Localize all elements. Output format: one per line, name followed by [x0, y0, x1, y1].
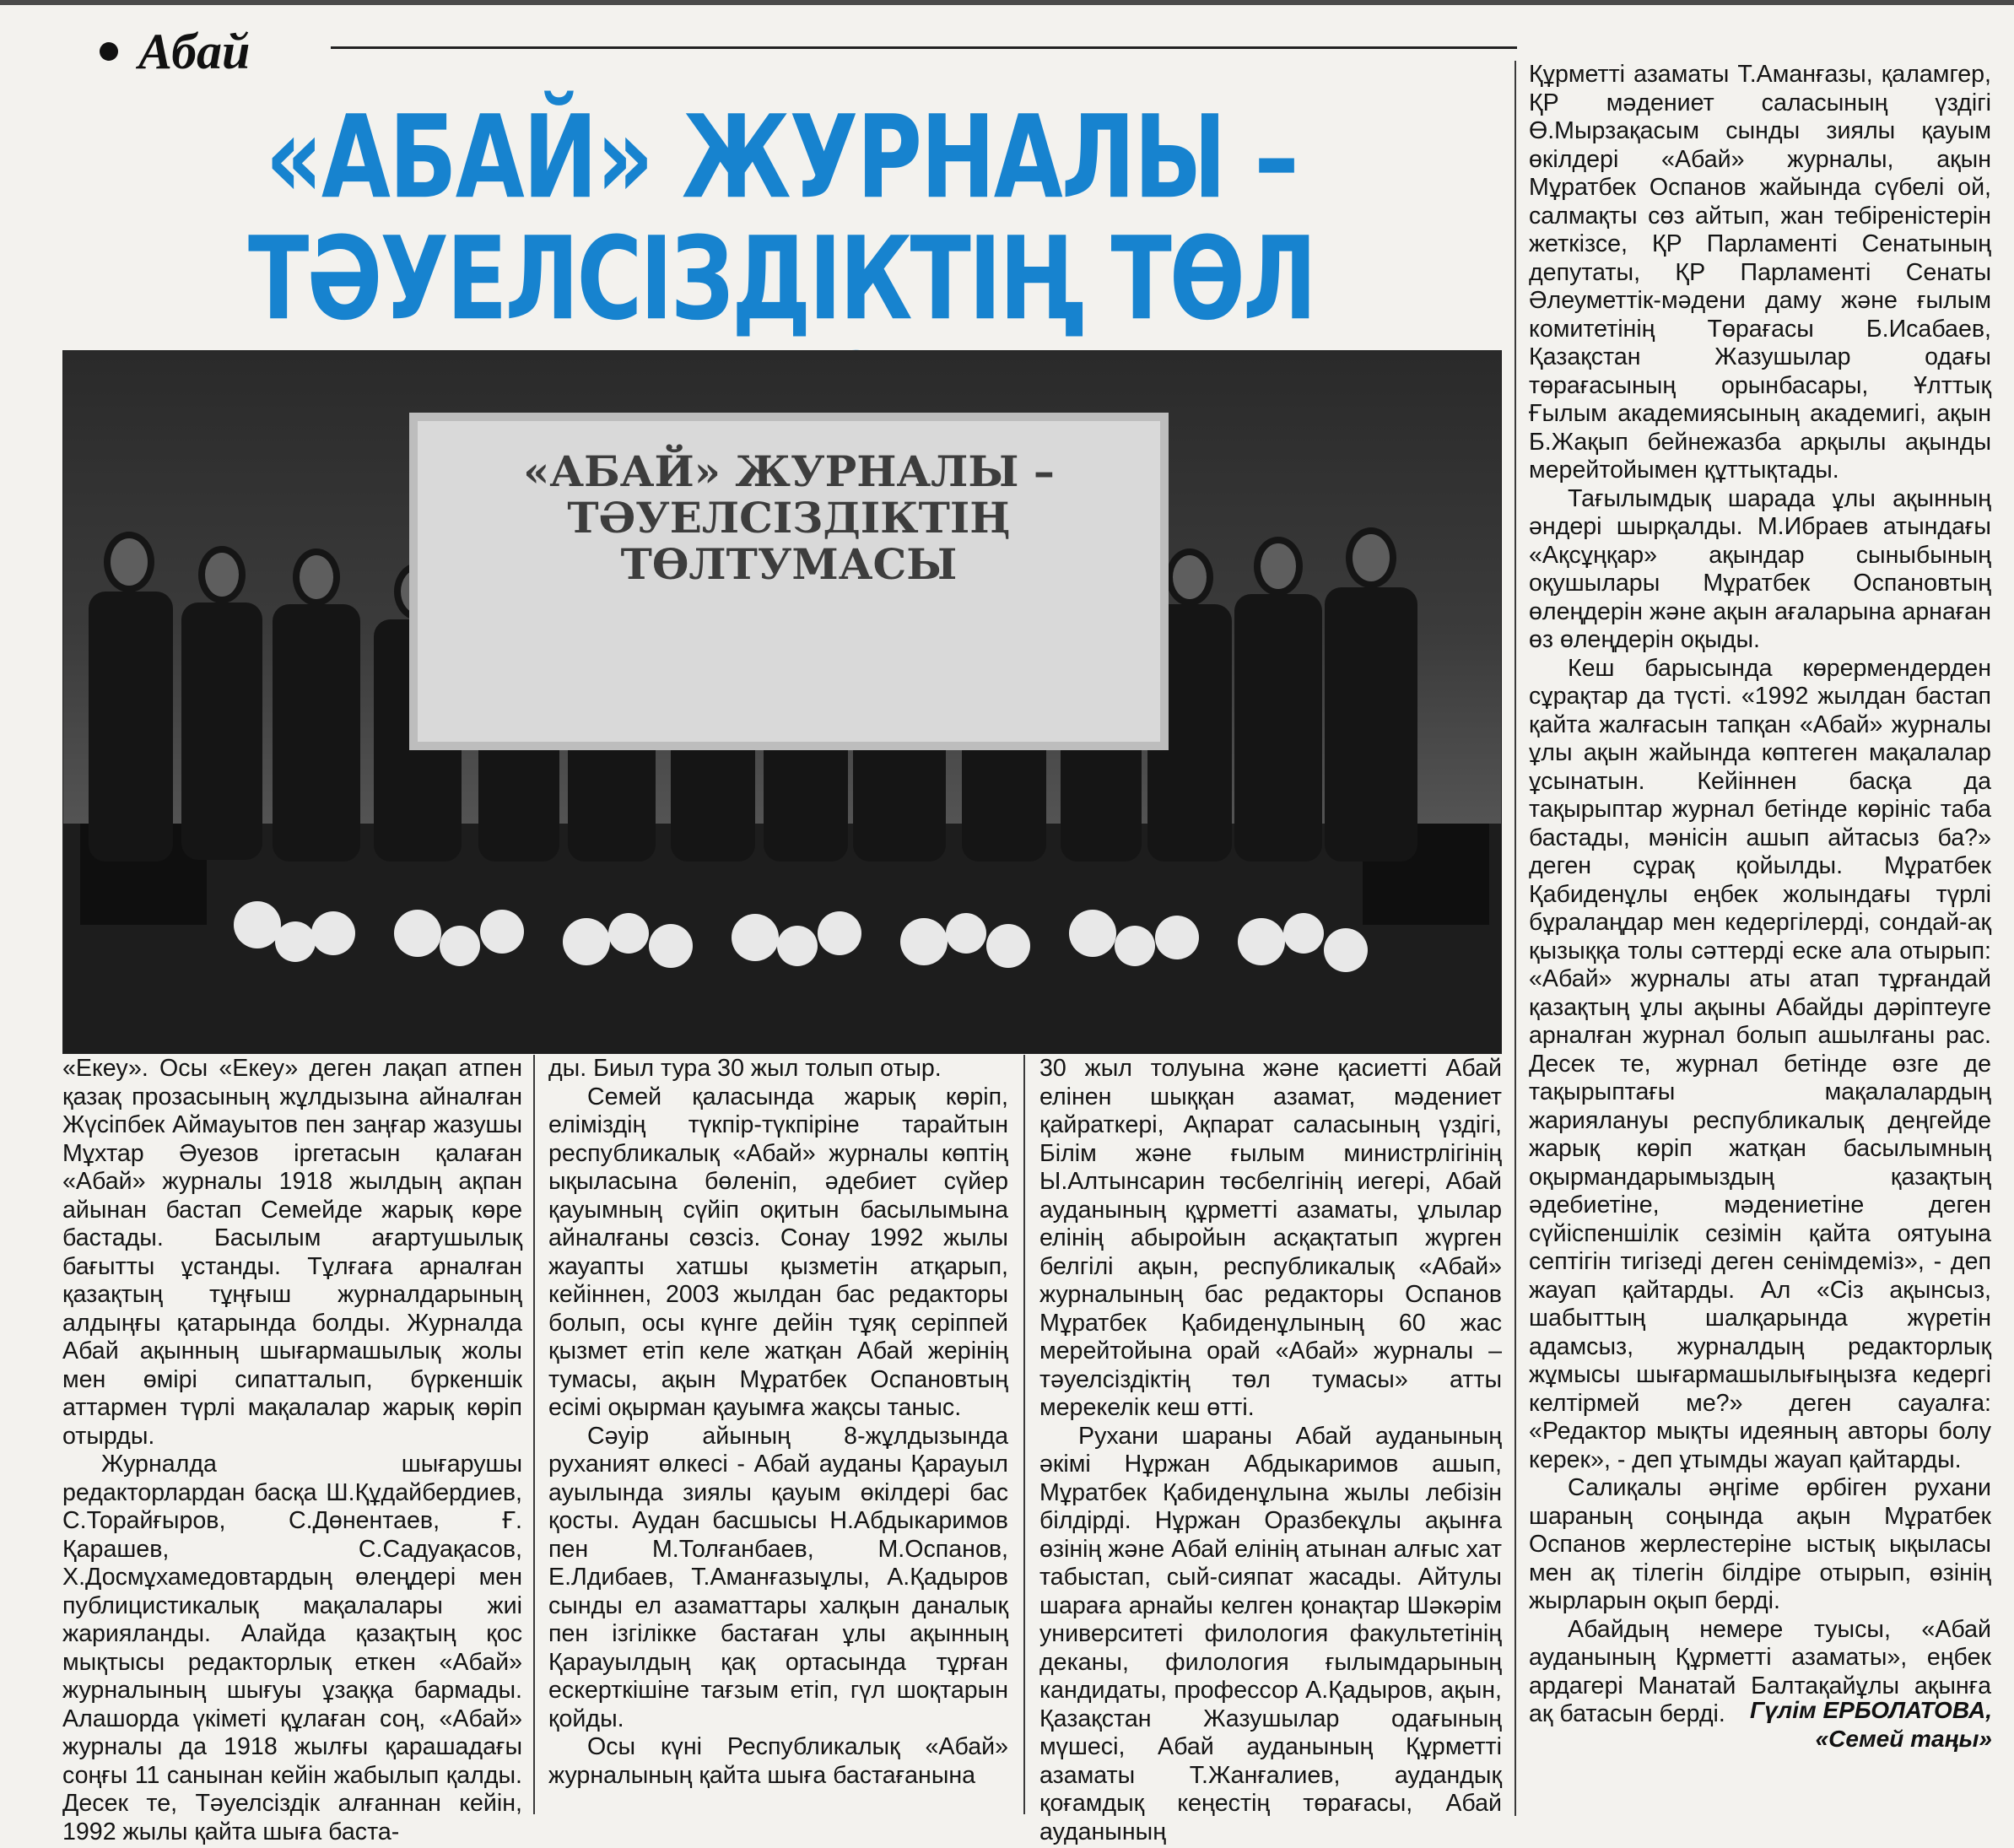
article-column-4: [1529, 61, 1991, 1729]
paragraph: «Екеу». Осы «Екеу» деген лақап атпен қазақ прозасының жұлдызына айналған Жүсіпбек Аймауытов пен заңғар жазушы Мұхтар Әуезов іргетасын қалаған «Абай» журналы 1918 жылдың ақпан айынан бастап Семейде жарық көре бастады. Басылым ағартушылық бағытты ұстанды. Тұлғаға арналған қазақтың тұңғыш журналдарының алдыңғы қатарында болды. Журналда Абай ақынның шығармашылық жолы мен өмірі сипатталып, бүркеншік аттармен түрлі мақалалар жарық көріп отырды.: [62, 1055, 522, 1450]
paragraph: Құрметті азаматы Т.Аманғазы, қаламгер, ҚР мәдениет саласының үздігі Ө.Мырзақасым сынды зиялы қауым өкілдері «Абай» журналы, ақын Мұратбек Оспанов жайында сүбелі ой, салмақты сөз айтып, жан тебіреністерін жеткізсе, ҚР Парламенті Сенатының депутаты, ҚР Парламенті Сенаты Әлеуметтік-мәдени даму және ғылым комитетінің Төрағасы Б.Исабаев, Қазақстан Жазушылар одағы төрағасының орынбасары, Ұлттық Ғылым академиясының академигі, ақын Б.Жақып бейнежазба арқылы ақынды мерейтойымен құттықтады.: [1529, 61, 1991, 484]
paragraph: 30 жыл толуына және қасиетті Абай елінен шыққан азамат, мәдениет қайраткері, Ақпарат саласының үздігі, Білім және ғылым министрлігінің Ы.Алтынсарин төсбелгінің иегері, Абай ауданының құрметті азаматы, ұлылар елінің абыройын асқақтатып жүрген белгілі ақын, республикалық «Абай» журналының бас редакторы Оспанов Мұратбек Қабиденұлының 60 жас мерейтойына орай «Абай» журналы – тәуелсіздіктің төл тумасы» атты мерекелік кеш өтті.: [1039, 1055, 1502, 1421]
column-rule: [1023, 1055, 1025, 1814]
bullet-icon: [100, 42, 118, 61]
banner-title: [418, 448, 1160, 587]
paragraph: Осы күні Республикалық «Абай» журналының қайта шыға бастағанына: [548, 1733, 1008, 1789]
paragraph: ды. Биыл тура 30 жыл толып отыр.: [548, 1055, 942, 1082]
rubric-rule: [331, 46, 1517, 49]
column-rule: [1515, 61, 1516, 1816]
article-column-1: [62, 1055, 522, 1846]
headline-line-2: ТӘУЕЛСІЗДІКТІҢ ТӨЛ: [248, 212, 1315, 346]
top-border: [0, 0, 2014, 5]
paragraph: Абайдың немере туысы, «Абай ауданының Құрметті азаматы», еңбек ардагері Манатай Балтақайұлы ақынға ақ батасын берді.: [1529, 1615, 1991, 1727]
paragraph: Салиқалы әңгіме өрбіген рухани шараның соңында ақын Мұратбек Оспанов жерлестеріне ыстық ықыласы мен ақ тілегін білдіре отырып, өзінің жырларын оқып берді.: [1529, 1474, 1991, 1614]
banner-line-2: ТӘУЕЛСІЗДІКТІҢ ТӨЛТУМАСЫ: [567, 493, 1011, 589]
source-outlet: «Семей таңы»: [1815, 1726, 1992, 1752]
paragraph: Тағылымдық шарада ұлы ақынның әндері шырқалды. М.Ибраев атындағы «Ақсұңқар» ақындар сыныбының оқушылары Мұратбек Оспановтың өлеңдерін және ақын ағаларына арнаған өз өлеңдерін оқыды.: [1529, 484, 1991, 653]
paragraph: Семей қаласында жарық көріп, еліміздің түкпір-түкпіріне тарайтын республикалық «Абай» журналы көптің ықыласына бөленіп, әдебиет сүйер қауымның сүйіп оқитын басылымына айналғаны сөзсіз. Сонау 1992 жылы жауапты хатшы қызметін атқарып, кейіннен, 2003 жылдан бас редакторы болып, осы күнге дейін тұяқ серіппей қызмет етіп келе жатқан Абай жерінің тумасы, ақын Мұратбек Оспановтың есімі оқырман қауымға жақсы таныс.: [548, 1083, 1008, 1421]
article-column-2: [548, 1055, 1008, 1790]
author-signature: [1750, 1696, 1992, 1753]
rubric-title: Абай: [138, 23, 251, 79]
stage-banner: [409, 413, 1169, 750]
paragraph: Журналда шығарушы редакторлардан басқа Ш.Құдайбердиев, С.Торайғыров, С.Дөнентаев, Ғ. Қарашев, С.Садуақасов, Х.Досмұхамедовтардың өлеңдері мен публицистикалық мақалалары жиі жарияланды. Алайда қазақтың қос мықтысы редакторлық еткен «Абай» журналының шығуы ұзаққа бармады. Алашорда үкіметі құлаған соң, «Абай» журналы да 1918 жылғы қарашадағы соңғы 11 санынан кейін жабылып қалды. Десек те, Тәуелсіздік алғаннан кейін, 1992 жылы қайта шыға баста-: [62, 1451, 522, 1845]
article-column-3: [1039, 1055, 1502, 1846]
banner-line-1: «АБАЙ» ЖУРНАЛЫ –: [523, 446, 1055, 496]
paragraph: Рухани шараны Абай ауданының әкімі Нұржан Абдыкаримов ашып, Мұратбек Қабиденұлына жылы лебізін білдірді. Нұржан Оразбекұлы ақынға өзінің және Абай елінің атынан алғыс хат табыстап, сый-сияпат жасады. Айтулы шараға арнайы келген қонақтар Шәкәрім университеті филология факультетінің деканы, филология ғылымдарының кандидаты, профессор А.Қадыров, ақын, Қазақстан Жазушылар одағының мүшесі, Абай ауданының Құрметті азаматы Т.Жанғалиев, аудандық қоғамдық кеңестің төрағасы, Абай ауданының: [1039, 1422, 1502, 1845]
headline-line-1: «АБАЙ» ЖУРНАЛЫ –: [265, 90, 1298, 224]
event-photo: [62, 350, 1502, 1054]
paragraph: Кеш барысында көрермендерден сұрақтар да түсті. «1992 жылдан бастап қайта жалғасын тапқан «Абай» журналы ұлы ақын жайында көптеген мақалалар ұсынатын. Кейіннен басқа да тақырыптар журнал бетінде көрініс таба бастады, мәнісін ашып айтасыз ба?» деген сұрақ қойылды. Мұратбек Қабиденұлы еңбек жолындағы түрлі бұралаңдар мен кедергілерді, сондай-ақ қызыққа толы сәттерді еске ала отырып: «Абай» журналы аты атап тұрғандай қазақтың ұлы ақыны Абайды дәріптеуге арналған журнал болып ашылғаны рас. Десек те, журнал бетінде өзге де тақырыптағы мақалалардың жариялануы республикалық деңгейде жарық көріп жатқан басылымның оқырмандарымыздың қазақтың әдебиетіне, мәдениетіне деген сүйіспеншілік сезімін қайта оятуына септігін тигізеді деген сенімдеміз», - деп жауап қайтарды. Ал «Сіз ақынсыз, шабыттың шалқарында жүретін адамсыз, журналдың редакторлық жұмысы шығармашылығыңызға кедергі келтірмей ме?» деген сауалға: «Редактор мықты идеяның авторы болу керек», - деп ұтымды жауап қайтарды.: [1529, 654, 1991, 1473]
paragraph: Сәуір айының 8-жұлдызында руханият өлкесі - Абай ауданы Қарауыл ауылында зиялы қауым өкілдері бас қосты. Аудан басшысы Н.Абдыкаримов пен М.Толғанбаев, М.Оспанов, Е.Лдибаев, Т.Аманғазыұлы, А.Қадыров сынды ел азаматтары халқын даналық пен ізгілікке бастаған ұлы ақынның Қарауылдың қақ ортасында тұрған ескерткішіне тағзым етіп, гүл шоқтарын қойды.: [548, 1422, 1008, 1732]
column-rule: [533, 1055, 535, 1814]
author-name: Гүлім ЕРБОЛАТОВА,: [1750, 1697, 1992, 1723]
rubric: [100, 22, 250, 81]
